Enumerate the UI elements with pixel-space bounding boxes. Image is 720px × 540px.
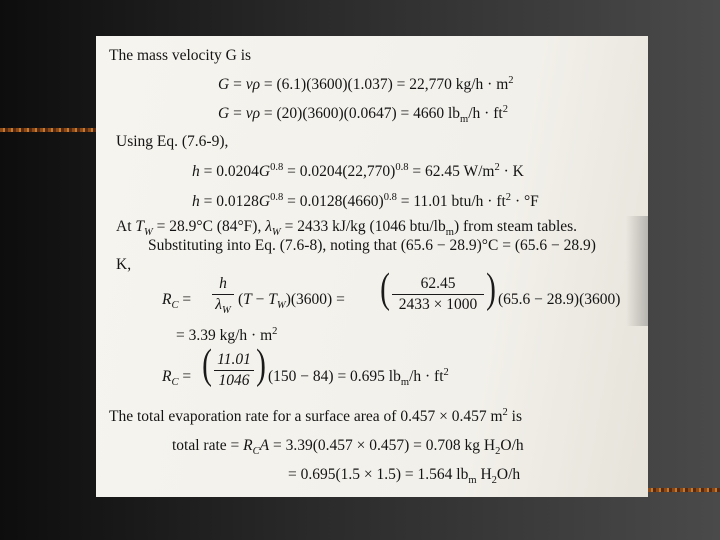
equation-h-si: $h = 0.0204G^{0.8} = 0.0204(22,770)^{0.8} = 62.45$ $W/m^2 \cdot K$ bbox=[192, 161, 524, 180]
rc-english-denominator: 1046 bbox=[218, 371, 250, 389]
rc-si-values-denominator: 2433 × 1000 bbox=[398, 295, 478, 313]
equation-h-english: $h = 0.0128G^{0.8} = 0.0128(4660)^{0.8} = 11.01$ $btu/h \cdot ft^2 \cdot ^\circ F$ bbox=[192, 191, 539, 210]
steam-table-line: At $T_W = 28.9^\circ C$ (84°F), $\lambda_W = 2433$ kJ/kg (1046 btu/$lb_m$) from steam tables. bbox=[116, 218, 578, 239]
rc-si-result: = 3.39 $kg/h \cdot m^2$ bbox=[176, 325, 278, 344]
paren-open: ( bbox=[380, 266, 390, 312]
rc-si-values-numerator: 62.45 bbox=[420, 275, 456, 292]
equation-g-si: G = vρ = (6.1)(3600)(1.037) = 22,770 $kg/h \cdot m^2$ bbox=[218, 74, 514, 93]
decorative-rule-left bbox=[0, 128, 96, 132]
substituting-line: Substituting into Eq. (7.6-8), noting that (65.6 − 28.9)°C = (65.6 − 28.9) bbox=[148, 237, 596, 254]
k-line: K, bbox=[116, 256, 132, 273]
rc-si-tail: (65.6 − 28.9)(3600) bbox=[498, 291, 621, 308]
rc-si-fraction bbox=[212, 275, 234, 316]
paren-close-2: ) bbox=[256, 342, 266, 388]
rc-english-fraction bbox=[214, 352, 254, 388]
total-rate-english: = 0.695(1.5 × 1.5) = 1.564 $lb_m$ $H_2O/h$ bbox=[288, 466, 521, 487]
equation-g-english: G = vρ = (20)(3600)(0.0647) = 4660 $lb_m/h \cdot ft^2$ bbox=[218, 103, 508, 126]
rc-english-numerator: 11.01 bbox=[217, 351, 251, 368]
rc-english-lhs: $R_C$ = bbox=[162, 368, 192, 389]
scanned-page bbox=[96, 36, 648, 497]
rc-si-fraction-denominator: $\lambda_W$ bbox=[215, 295, 231, 316]
paren-open-2: ( bbox=[202, 342, 212, 388]
total-rate-si: total rate = $R_CA = 3.39(0.457 \times 0.457) = 0.708$ kg $H_2O/h$ bbox=[172, 437, 524, 458]
rc-si-fraction-numerator: h bbox=[219, 275, 227, 292]
decorative-rule-right bbox=[648, 488, 720, 492]
using-eq-line: Using Eq. (7.6-9), bbox=[116, 133, 229, 150]
paren-close: ) bbox=[486, 266, 496, 312]
evaporation-line: The total evaporation rate for a surface area of 0.457 × 0.457 $m^2$ is bbox=[109, 406, 522, 425]
rc-si-fraction-values bbox=[392, 276, 484, 312]
rc-si-middle: $(T - T_W)(3600)$ = bbox=[238, 291, 345, 312]
intro-line: The mass velocity G is bbox=[109, 47, 252, 64]
rc-english-tail: (150 − 84) = 0.695 $lb_m/h \cdot ft^2$ bbox=[268, 366, 449, 389]
rc-si-lhs: $R_C$ = bbox=[162, 291, 192, 312]
page-shadow bbox=[626, 216, 648, 326]
